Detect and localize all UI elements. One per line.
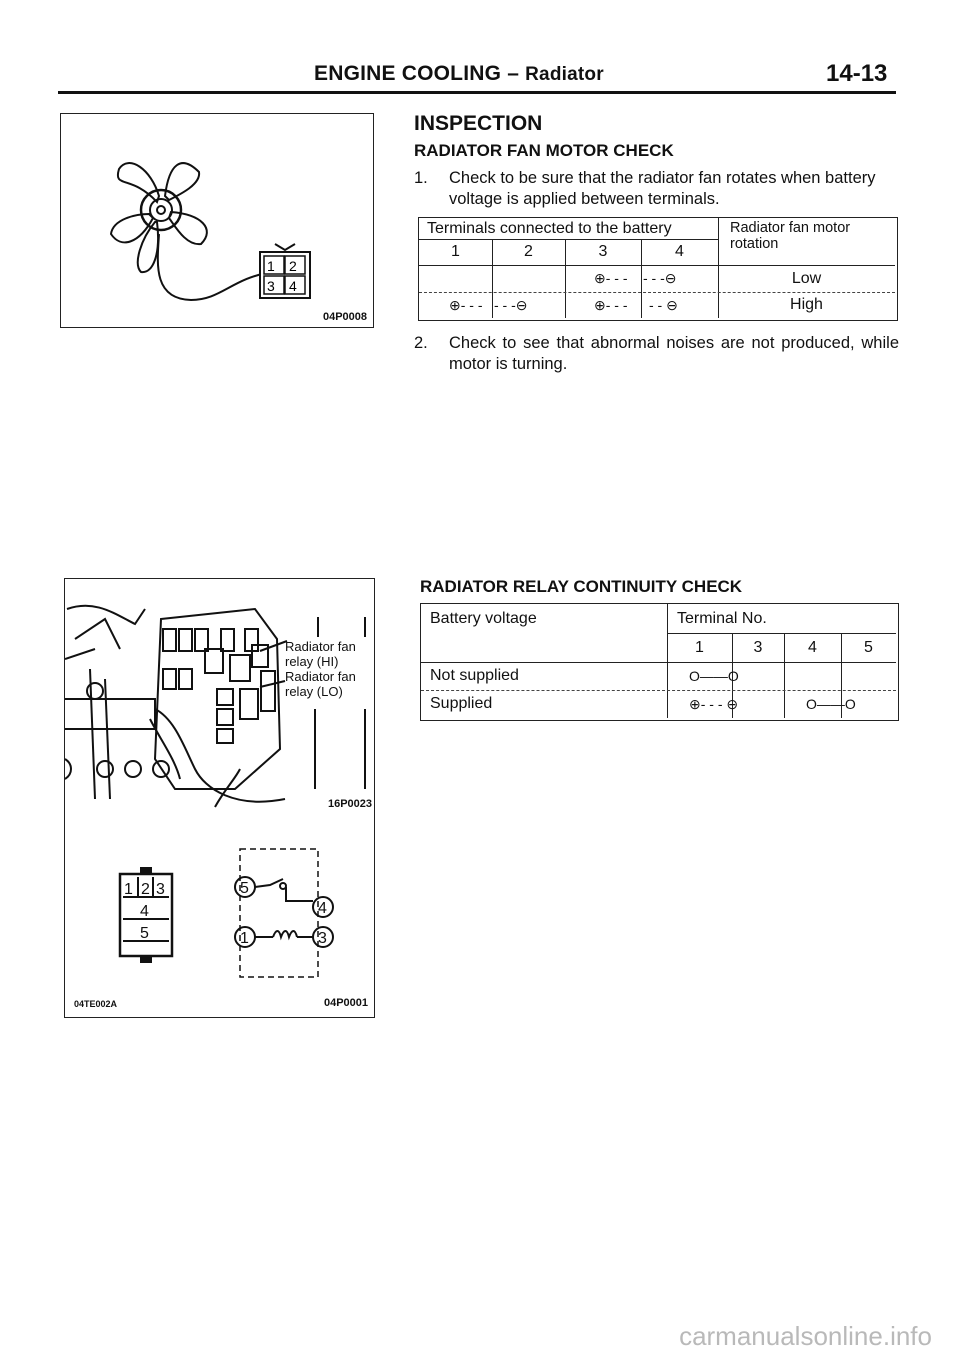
relay-pin-5: 5 (140, 925, 149, 942)
low-t3: ⊕- - - (594, 270, 628, 286)
high-t1: ⊕- - - (449, 296, 483, 313)
step2-text: Check to see that abnormal noises are not produced, while motor is turning. (449, 334, 899, 373)
low-rotation: Low (791, 269, 822, 287)
schematic-pin-5: 5 (240, 880, 249, 897)
step2-number: 2. (414, 334, 428, 352)
terminal-3-header: 3 (598, 243, 608, 260)
relay-pin-3: 3 (156, 881, 165, 898)
relay-terminal-4: 4 (808, 638, 817, 656)
relay-pin-2: 2 (141, 881, 150, 898)
terminal-no-header: Terminal No. (677, 609, 767, 627)
relay-continuity-table (420, 603, 899, 721)
title-dash: – (507, 62, 520, 85)
terminal-4-header: 4 (675, 243, 684, 260)
relay-illustration (65, 579, 373, 1016)
terminal-2-header: 2 (524, 243, 533, 260)
supplied-t13: ⊕- - - ⊖ (689, 695, 739, 712)
terminals-header: Terminals connected to the battery (427, 219, 672, 237)
terminal-1-header: 1 (451, 243, 460, 260)
watermark: carmanualsonline.info (679, 1321, 932, 1351)
section-title: ENGINE COOLING (314, 62, 502, 85)
relay-hi-label: Radiator fan relay (HI) (285, 639, 356, 669)
high-rotation: High (790, 296, 823, 313)
supplied-label: Supplied (430, 695, 493, 712)
rotation-header: Radiator fan motor rotation (730, 220, 851, 252)
fan-pin-4: 4 (289, 278, 297, 294)
not-supplied-label: Not supplied (430, 667, 519, 684)
relay-terminal-3: 3 (753, 638, 763, 656)
supplied-t45: O——O (806, 696, 856, 712)
figure2-id-top: 16P0023 (327, 798, 372, 810)
figure2-id-bottom-right: 04P0001 (323, 997, 368, 1009)
schematic-pin-4: 4 (318, 900, 327, 917)
schematic-pin-1: 1 (240, 930, 249, 947)
relay-figure (64, 578, 375, 1018)
inspection-heading: INSPECTION (414, 112, 543, 135)
step1-number: 1. (414, 169, 428, 187)
relay-check-title: RADIATOR RELAY CONTINUITY CHECK (420, 577, 743, 596)
step1-text: Check to be sure that the radiator fan rotates when battery voltage is applied between terminals. (449, 169, 876, 208)
not-supplied-t13: O——O (689, 668, 739, 684)
schematic-pin-3: 3 (318, 930, 327, 947)
fan-motor-figure (60, 113, 374, 328)
figure2-id-bottom-left: 04TE002A (74, 999, 118, 1009)
fan-motor-check-title: RADIATOR FAN MOTOR CHECK (414, 141, 674, 160)
fan-pin-2: 2 (289, 258, 297, 274)
relay-terminal-1: 1 (695, 638, 704, 656)
high-t2: - - -⊖ (494, 296, 528, 313)
header-rule (58, 91, 896, 94)
page-header-title (314, 62, 604, 86)
subsection-title: Radiator (525, 64, 604, 85)
relay-lo-label: Radiator fan relay (LO) (285, 669, 356, 699)
fan-connector (260, 244, 310, 298)
fan-motor-illustration (61, 114, 372, 326)
low-t4: - - -⊖ (643, 270, 677, 286)
relay-pin-1: 1 (124, 881, 133, 898)
fan-motor-table (418, 217, 898, 321)
high-t3: ⊕- - - (594, 296, 628, 313)
relay-pin-4: 4 (140, 903, 149, 920)
fan-pin-1: 1 (267, 258, 275, 274)
figure1-id: 04P0008 (322, 311, 367, 323)
relay-terminal-5: 5 (864, 638, 873, 656)
page-number: 14-13 (826, 60, 888, 87)
high-t4: - - ⊖ (649, 296, 678, 313)
fan-pin-3: 3 (267, 278, 275, 294)
battery-voltage-header: Battery voltage (430, 609, 537, 627)
